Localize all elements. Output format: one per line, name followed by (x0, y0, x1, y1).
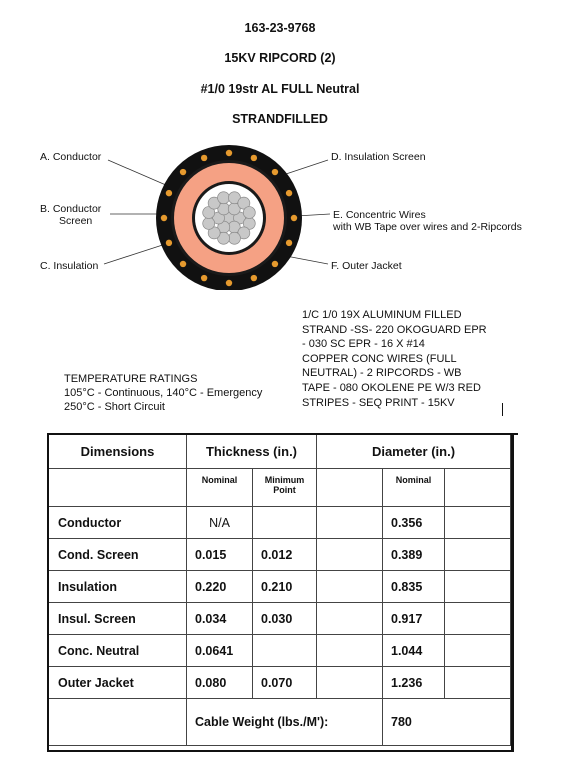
dimensions-table (48, 434, 511, 746)
description-line: STRAND -SS- 220 OKOGUARD EPR (302, 323, 487, 336)
label-concentric-wires-2: with WB Tape over wires and 2-Ripcords (333, 221, 522, 233)
strandfilled-title: STRANDFILLED (232, 112, 328, 126)
table-row: Outer Jacket 0.080 0.070 1.236 (49, 667, 511, 699)
table-row: Insul. Screen 0.034 0.030 0.917 (49, 603, 511, 635)
conductor-strand (218, 192, 230, 204)
neutral-wire (286, 240, 292, 246)
neutral-wire (251, 155, 257, 161)
neutral-wire (226, 150, 232, 156)
conductor-strand (203, 217, 215, 229)
description-line: COPPER CONC WIRES (FULL (302, 352, 457, 365)
neutral-wire (201, 275, 207, 281)
label-conductor: A. Conductor (40, 151, 102, 163)
header-thickness: Thickness (in.) (187, 435, 317, 469)
header-diameter: Diameter (in.) (317, 435, 511, 469)
temperature-title: TEMPERATURE RATINGS (64, 373, 198, 385)
neutral-wire (251, 275, 257, 281)
neutral-wire (272, 169, 278, 175)
conductor-strand (228, 232, 240, 244)
cable-weight-value: 780 (383, 699, 511, 746)
neutral-wire (226, 280, 232, 286)
neutral-wire (166, 240, 172, 246)
subheader-minimum-point: Minimum Point (253, 469, 317, 507)
table-row: Cond. Screen 0.015 0.012 0.389 (49, 539, 511, 571)
description-line: - 030 SC EPR - 16 X #14 (302, 338, 425, 351)
description-line: STRIPES - SEQ PRINT - 15KV (302, 396, 455, 409)
neutral-wire (291, 215, 297, 221)
label-concentric-wires-1: E. Concentric Wires (333, 209, 426, 221)
table-row: Conductor N/A 0.356 (49, 507, 511, 539)
table-row: Conc. Neutral 0.0641 1.044 (49, 635, 511, 667)
text-cursor (502, 403, 503, 416)
neutral-wire (180, 169, 186, 175)
subheader-nominal: Nominal (187, 469, 253, 507)
neutral-wire (201, 155, 207, 161)
conductor-title: #1/0 19str AL FULL Neutral (200, 82, 360, 96)
table-row: Insulation 0.220 0.210 0.835 (49, 571, 511, 603)
description-line: TAPE - 080 OKOLENE PE W/3 RED (302, 381, 481, 394)
temperature-ratings (64, 372, 262, 414)
temperature-line: 105°C - Continuous, 140°C - Emergency (64, 387, 263, 399)
label-insulation: C. Insulation (40, 260, 99, 272)
conductor-strand (243, 207, 255, 219)
label-conductor-screen-2: Screen (59, 215, 93, 227)
temperature-line: 250°C - Short Circuit (64, 401, 165, 413)
cable-description (302, 308, 512, 410)
description-line: NEUTRAL) - 2 RIPCORDS - WB (302, 367, 462, 380)
cable-weight-label: Cable Weight (lbs./M'): (187, 699, 383, 746)
neutral-wire (166, 190, 172, 196)
neutral-wire (161, 215, 167, 221)
header-dimensions: Dimensions (49, 435, 187, 469)
label-outer-jacket: F. Outer Jacket (331, 260, 402, 272)
cable-rating-title: 15KV RIPCORD (2) (224, 51, 336, 65)
subheader-diameter-nominal: Nominal (383, 469, 445, 507)
neutral-wire (180, 261, 186, 267)
label-insulation-screen: D. Insulation Screen (331, 151, 426, 163)
label-conductor-screen-1: B. Conductor (40, 203, 102, 215)
cable-weight-row (49, 699, 511, 746)
part-number: 163-23-9768 (244, 21, 316, 35)
neutral-wire (286, 190, 292, 196)
conductor-strands (203, 192, 256, 245)
neutral-wire (272, 261, 278, 267)
description-line: 1/C 1/0 19X ALUMINUM FILLED (302, 309, 462, 321)
